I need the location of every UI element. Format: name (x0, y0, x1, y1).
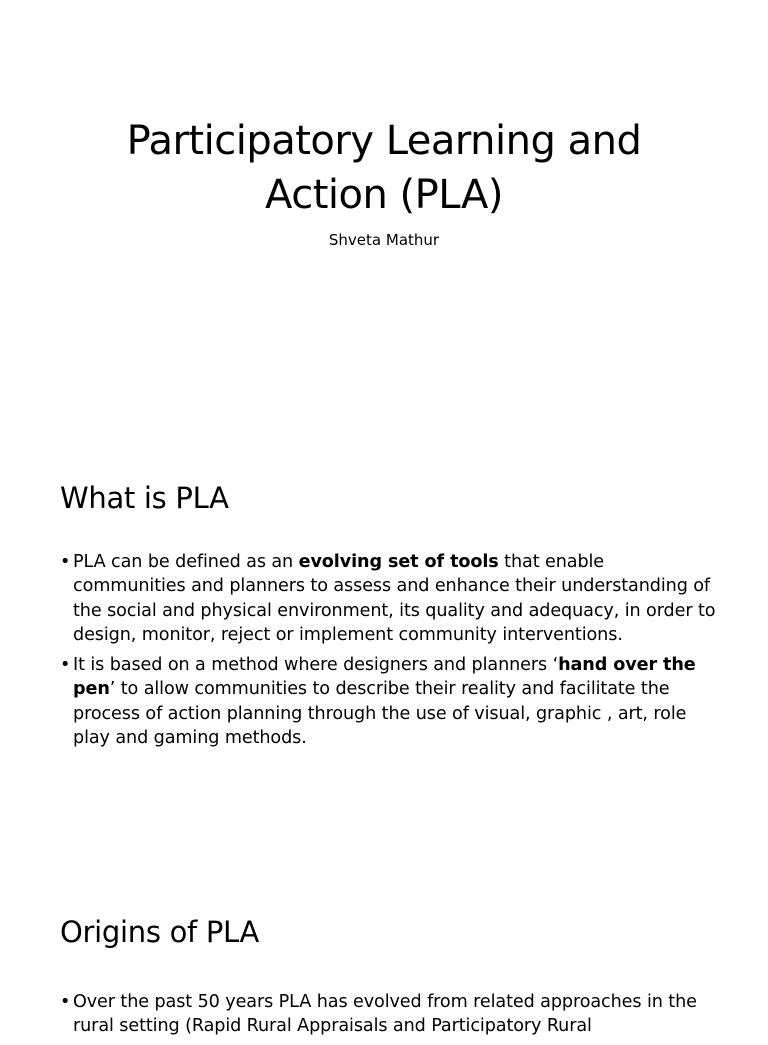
slide-heading: Origins of PLA (60, 915, 260, 949)
bullet-icon: • (60, 552, 71, 572)
title-line-1: Participatory Learning and (126, 118, 642, 164)
bullet-text: Over the past 50 years PLA has evolved from related approaches in the rural setting (Rapid Rural Appraisals and Participatory Rural (73, 992, 697, 1037)
bullet-text-start: PLA can be defined as an (73, 552, 299, 572)
bullet-icon: • (60, 992, 71, 1012)
bullet-text-end: ’ to allow communities to describe their reality and facilitate the process of action planning through the use of visual, graphic , art, role play and gaming methods. (73, 679, 687, 749)
bullet-text-end: that enable communities and planners to assess and enhance their understanding of the social and physical environment, its quality and adequacy, in order to design, monitor, reject or implement community interventions. (73, 552, 716, 645)
bullet-icon: • (60, 655, 71, 676)
slide-heading: What is PLA (60, 481, 229, 515)
title-slide (0, 0, 768, 430)
bullet-list (60, 550, 720, 756)
bullet-item (60, 653, 720, 750)
bullet-text-emphasis: hand over the pen (73, 655, 696, 700)
author-name: Shveta Mathur (328, 231, 440, 249)
presentation-title (0, 114, 768, 222)
bullet-text-emphasis: evolving set of tools (298, 552, 499, 572)
bullet-list (60, 990, 720, 1045)
bullet-item (60, 990, 720, 1039)
bullet-item (60, 550, 720, 647)
bullet-text-start: It is based on a method where designers and planners ‘ (73, 655, 559, 676)
title-line-2: Action (PLA) (265, 172, 503, 218)
what-is-pla-slide (0, 430, 768, 860)
origins-of-pla-slide (0, 860, 768, 1037)
